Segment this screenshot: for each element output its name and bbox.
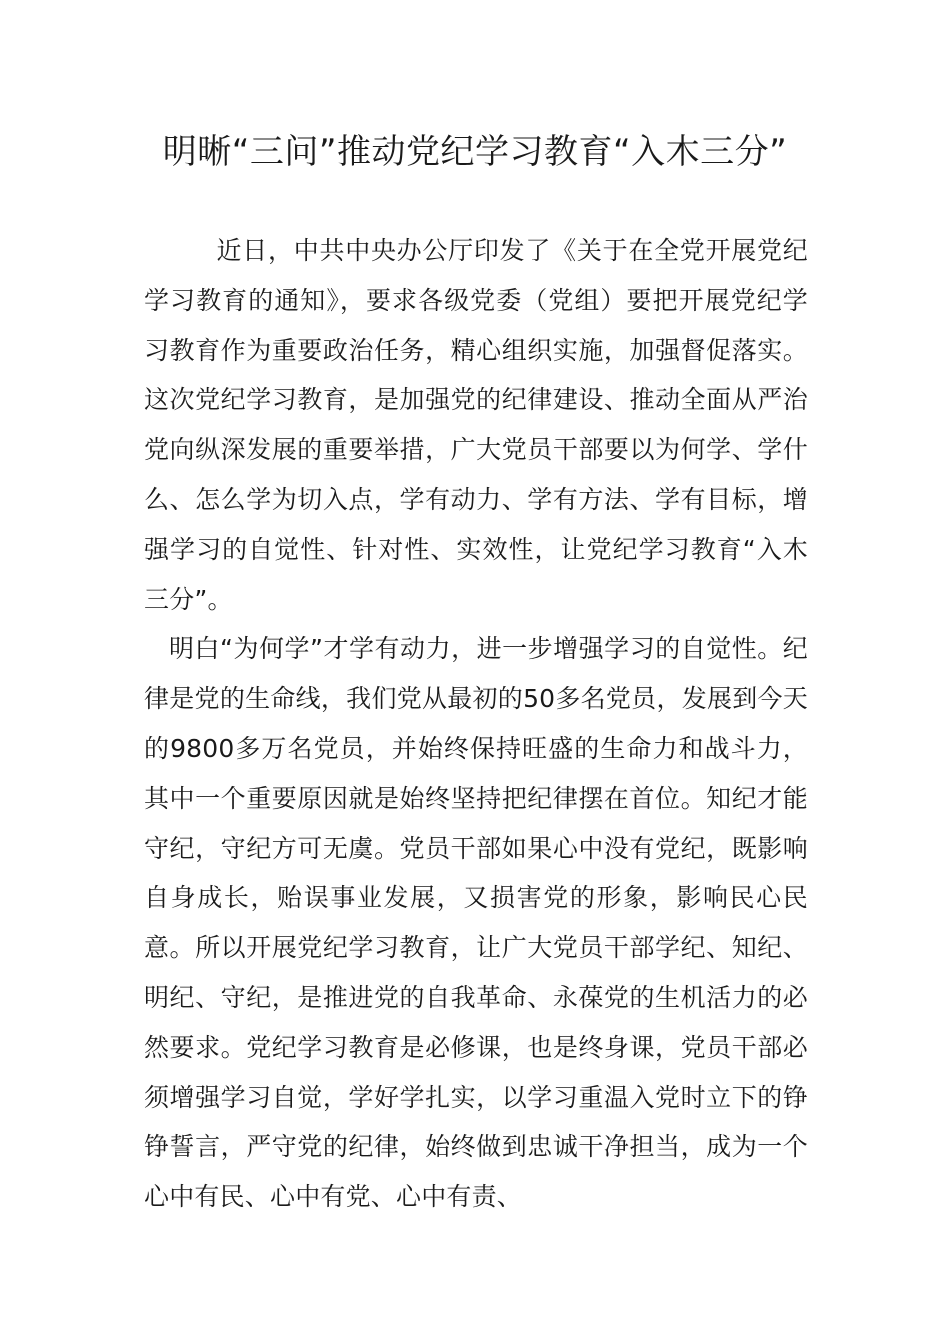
- paragraph-why-learn: 明白“为何学”才学有动力，进一步增强学习的自觉性。纪律是党的生命线，我们党从最初的50多名党员，发展到今天的9800多万名党员，并始终保持旺盛的生命力和战斗力，其中一个重要原因就是始终坚持把纪律摆在首位。知纪才能守纪，守纪方可无虞。党员干部如果心中没有党纪，既影响自身成长，贻误事业发展，又损害党的形象，影响民心民意。所以开展党纪学习教育，让广大党员干部学纪、知纪、明纪、守纪，是推进党的自我革命、永葆党的生机活力的必然要求。党纪学习教育是必修课，也是终身课，党员干部必须增强学习自觉，学好学扎实，以学习重温入党时立下的铮铮誓言，严守党的纪律，始终做到忠诚干净担当，成为一个心中有民、心中有党、心中有责、: [144, 634, 808, 1212]
- paragraph-intro: 近日，中共中央办公厅印发了《关于在全党开展党纪学习教育的通知》，要求各级党委（党组）要把开展党纪学习教育作为重要政治任务，精心组织实施，加强督促落实。这次党纪学习教育，是加强党的纪律建设、推动全面从严治党向纵深发展的重要举措，广大党员干部要以为何学、学什么、怎么学为切入点，学有动力、学有方法、学有目标，增强学习的自觉性、针对性、实效性，让党纪学习教育“入木三分”。: [144, 236, 808, 614]
- document-title: 明晰“三问”推动党纪学习教育“入木三分”: [162, 132, 788, 172]
- document-body: [144, 226, 808, 1222]
